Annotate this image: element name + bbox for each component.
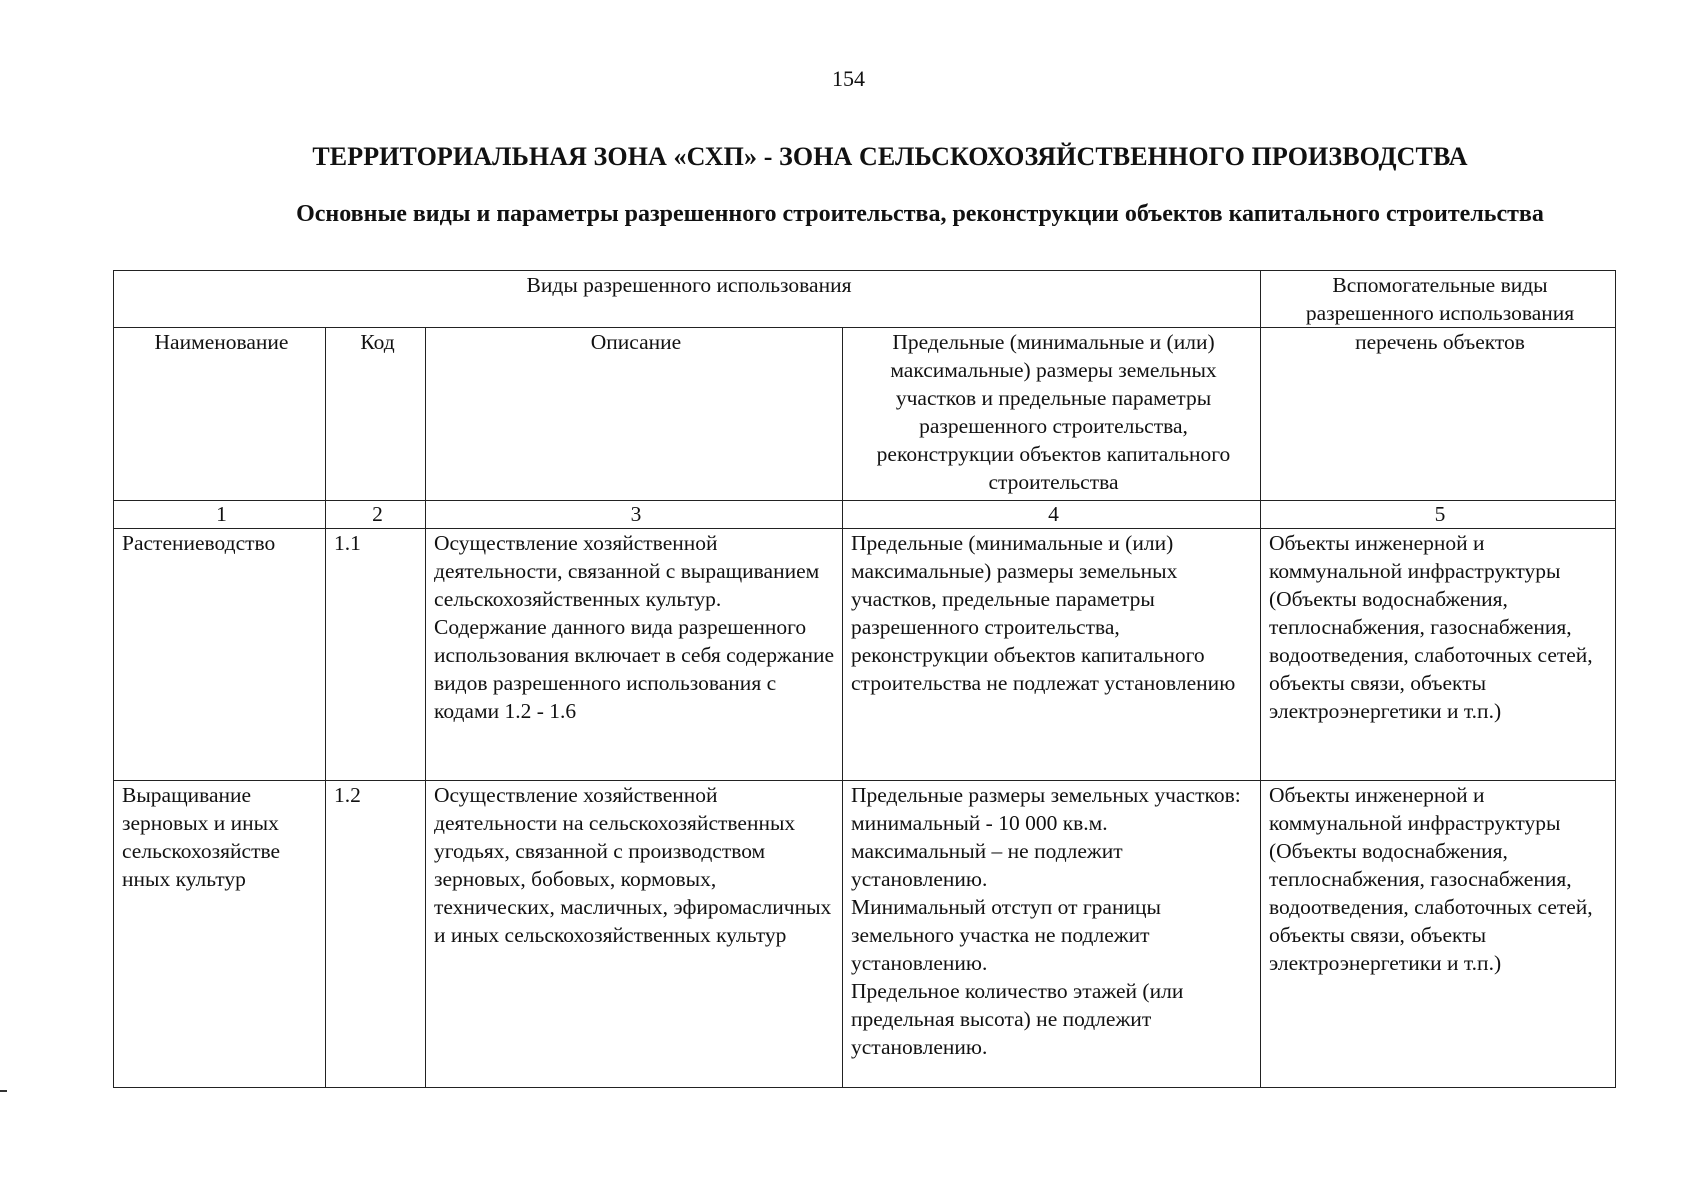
- column-header-code: Код: [326, 328, 426, 501]
- group-header-cell: Виды разрешенного использования: [114, 271, 1261, 328]
- column-number: 3: [426, 501, 843, 529]
- table-row: [114, 781, 1616, 1088]
- limits-line: максимальный – не подлежит установлению.: [851, 839, 1123, 891]
- column-number: 1: [114, 501, 326, 529]
- column-header-objects: перечень объектов: [1261, 328, 1616, 501]
- row-objects-cell: Объекты инженерной и коммунальной инфраструктуры (Объекты водоснабжения, теплоснабжения, газоснабжения, водоотведения, слаботочных сетей, объекты связи, объекты электроэнергетики и т.п.): [1261, 781, 1616, 1088]
- table-column-header-row: [114, 328, 1616, 501]
- column-number: 2: [326, 501, 426, 529]
- row-objects-cell: Объекты инженерной и коммунальной инфраструктуры (Объекты водоснабжения, теплоснабжения, газоснабжения, водоотведения, слаботочных сетей, объекты связи, объекты электроэнергетики и т.п.): [1261, 529, 1616, 781]
- limits-line: Предельные размеры земельных участков:: [851, 783, 1241, 807]
- aux-header-cell: Вспомогательные виды разрешенного использования: [1261, 271, 1616, 328]
- row-description-cell: Осуществление хозяйственной деятельности, связанной с выращиванием сельскохозяйственных культур. Содержание данного вида разрешенного использования включает в себя содержание видов разрешенного использования с кодами 1.2 - 1.6: [426, 529, 843, 781]
- row-code-cell: 1.2: [326, 781, 426, 1088]
- limits-line: минимальный - 10 000 кв.м.: [851, 811, 1108, 835]
- row-limits-cell: Предельные (минимальные и (или) максимальные) размеры земельных участков, предельные параметры разрешенного строительства, реконструкции объектов капитального строительства не подлежат установлению: [843, 529, 1261, 781]
- row-code-cell: 1.1: [326, 529, 426, 781]
- row-name-cell: Растениеводство: [114, 529, 326, 781]
- column-number: 5: [1261, 501, 1616, 529]
- page-number: 154: [832, 66, 865, 91]
- section-title: Основные виды и параметры разрешенного строительства, реконструкции объектов капитального строительства: [296, 201, 1544, 227]
- column-header-description: Описание: [426, 328, 843, 501]
- row-limits-cell: [843, 781, 1261, 1088]
- regulations-table: [113, 270, 1616, 1088]
- table-row: [114, 529, 1616, 781]
- limits-line: Предельное количество этажей (или предельная высота) не подлежит установлению.: [851, 979, 1184, 1059]
- column-numbers-row: [114, 501, 1616, 529]
- table-group-header-row: [114, 271, 1616, 328]
- margin-mark: [0, 1090, 7, 1092]
- row-description-cell: Осуществление хозяйственной деятельности на сельскохозяйственных угодьях, связанной с производством зерновых, бобовых, кормовых, технических, масличных, эфиромасличных и иных сельскохозяйственных культур: [426, 781, 843, 1088]
- limits-line: Минимальный отступ от границы земельного участка не подлежит установлению.: [851, 895, 1161, 975]
- row-name-cell: Выращивание зерновых и иных сельскохозяйстве нных культур: [114, 781, 326, 1088]
- zone-title: ТЕРРИТОРИАЛЬНАЯ ЗОНА «СХП» - ЗОНА СЕЛЬСКОХОЗЯЙСТВЕННОГО ПРОИЗВОДСТВА: [312, 142, 1468, 171]
- column-header-name: Наименование: [114, 328, 326, 501]
- column-header-limits: Предельные (минимальные и (или) максимальные) размеры земельных участков и предельные параметры разрешенного строительства, реконструкции объектов капитального строительства: [843, 328, 1261, 501]
- column-number: 4: [843, 501, 1261, 529]
